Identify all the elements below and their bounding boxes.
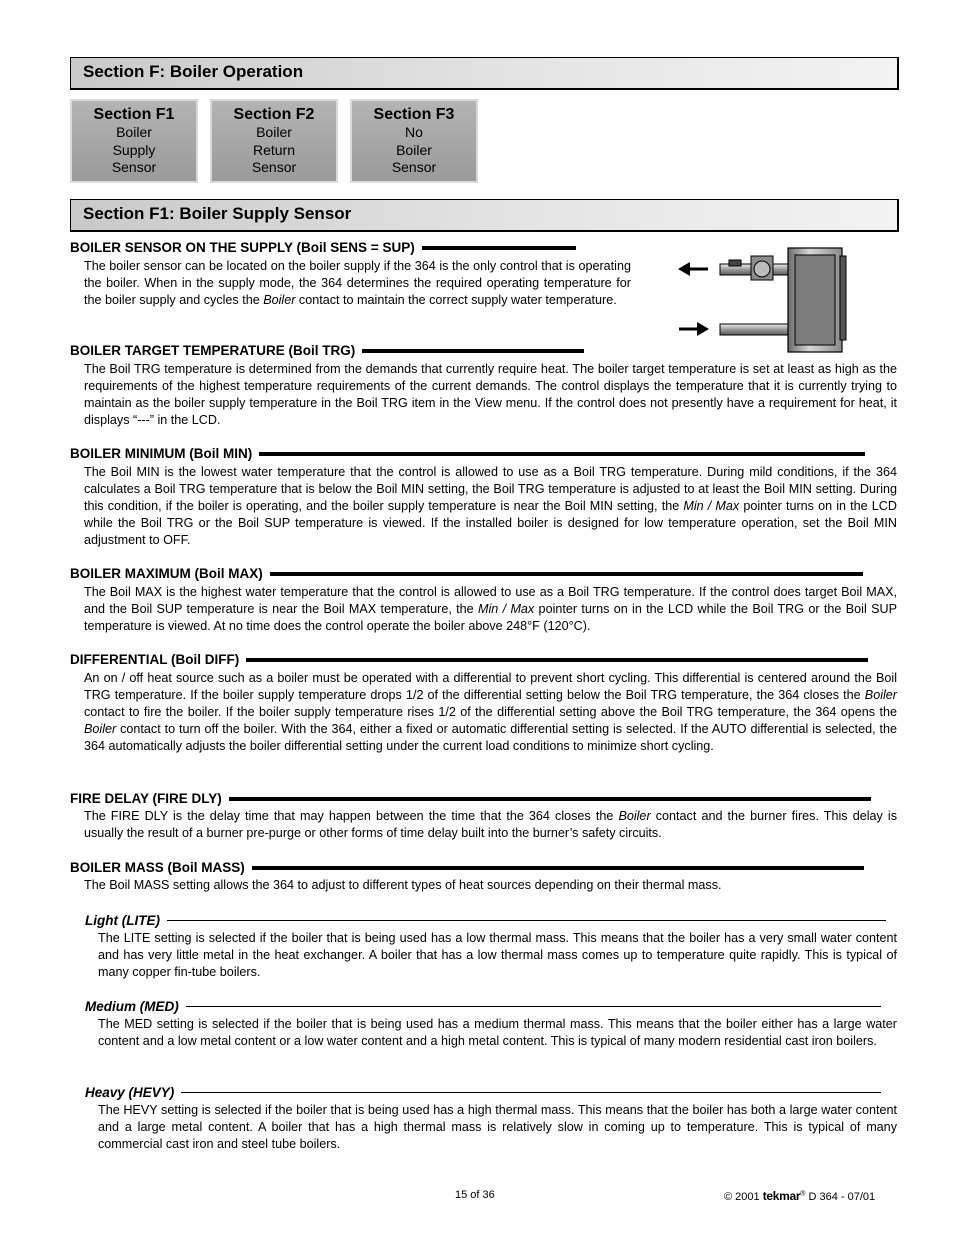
subheading-rule [181, 1092, 881, 1093]
heading-text: FIRE DELAY (FIRE DLY) [70, 791, 222, 806]
heading-rule [362, 349, 584, 353]
text-run-italic: Boiler [263, 293, 296, 307]
arrow-right-icon [679, 322, 709, 336]
tab-line: No [405, 124, 423, 140]
boil-min-heading [70, 446, 865, 461]
copyright-text: © 2001 [724, 1191, 760, 1203]
heading-text: BOILER MINIMUM (Boil MIN) [70, 446, 253, 461]
boil-sens-text [84, 258, 631, 309]
heading-rule [252, 866, 864, 870]
text-run: The boiler sensor can be located on the boiler supply if the 364 is the only control that is operating the boiler. When in the supply mode, the 364 determines the required operating temperature for the boiler supply and cycles the [84, 259, 631, 307]
med-text: The MED setting is selected if the boiler that is being used has a medium thermal mass. This means that the boiler either has a large water content and a low metal content or a low water content and a high metal content. This is typical of many modern residential cast iron boilers. [98, 1017, 897, 1048]
heading-text: DIFFERENTIAL (Boil DIFF) [70, 652, 240, 667]
tab-title: Section F1 [93, 106, 175, 123]
tab-line: Boiler [396, 141, 432, 158]
registered-mark: ® [800, 1190, 806, 1198]
text-run: The Boil MIN is the lowest water temperature that the control is allowed to use as a Boil TRG temperature. During mild conditions, if the 364 calculates a Boil TRG temperature that is below the Boil MIN setting, the Boil TRG temperature is adjusted to at least the Boil MIN setting. During this condition, if the boiler is operating, and the boiler supply temperature is near the Boil MIN setting, the [84, 465, 897, 513]
heading-rule [270, 572, 863, 576]
boiler-diagram-illustration [674, 242, 854, 356]
heading-text: BOILER TARGET TEMPERATURE (Boil TRG) [70, 343, 356, 358]
tab-section-f3[interactable] [350, 99, 478, 183]
subheading-rule [167, 920, 886, 921]
heading-rule [422, 246, 576, 250]
heading-text: BOILER SENSOR ON THE SUPPLY (Boil SENS = SUP) [70, 240, 415, 255]
tab-title: Section F2 [233, 106, 315, 123]
tab-line: Sensor [391, 159, 437, 175]
boil-min-text [84, 464, 897, 549]
text-run: pointer turns on in the LCD while the Boil TRG or the Boil SUP temperature is viewed. At no time does the control operate the boiler above 248°F (120°C). [84, 602, 897, 633]
fire-dly-heading [70, 791, 871, 806]
tab-section-f1[interactable] [70, 99, 198, 183]
section-f-title: Section F: Boiler Operation [83, 62, 304, 81]
hevy-text: The HEVY setting is selected if the boiler that is being used has a high thermal mass. This means that the boiler has both a large water content and a large metal content. A boiler that has a high thermal mass is relatively slow in coming up to temperature. This is typical of many commercial cast iron and steel tube boilers. [98, 1103, 897, 1151]
fire-dly-text [84, 808, 897, 842]
heading-rule [229, 797, 871, 801]
boil-sens-heading [70, 240, 576, 255]
tab-line: Sensor [111, 159, 157, 175]
boil-diff-text [84, 670, 897, 755]
boil-max-heading [70, 566, 863, 581]
tab-title: Section F3 [373, 106, 455, 123]
text-run-italic: Min / Max [683, 499, 740, 513]
text-run: contact to turn off the boiler. With the 364, either a fixed or automatic differential setting is selected. If the AUTO differential is selected, the 364 automatically adjusts the boiler differential setting under the current load conditions to minimize short cycling. [84, 722, 897, 753]
tab-line: Boiler [256, 124, 292, 140]
return-pipe [720, 324, 790, 335]
subheading-text: Medium (MED) [85, 999, 179, 1014]
boiler-side [840, 256, 846, 340]
text-run: contact to fire the boiler. If the boiler supply temperature rises 1/2 of the differential setting above the Boil TRG temperature, the 364 opens the [84, 705, 897, 719]
heading-rule [246, 658, 868, 662]
boil-diff-heading [70, 652, 868, 667]
subheading-text: Light (LITE) [85, 913, 160, 928]
boiler-panel [795, 255, 835, 345]
text-run-italic: Boiler [618, 809, 651, 823]
text-run: contact to maintain the correct supply water temperature. [295, 293, 617, 307]
text-run: pointer turns on in the LCD while the Boil TRG or the Boil SUP temperature is viewed. If the installed boiler is designed for low temperature operation, set the Boil MIN adjustment to OFF. [84, 499, 897, 547]
med-heading [85, 999, 881, 1014]
tab-line: Boiler [116, 124, 152, 140]
section-f1-title-bar [70, 199, 899, 232]
heading-text: BOILER MASS (Boil MASS) [70, 860, 245, 875]
tab-line: Supply [112, 141, 156, 158]
heading-text: BOILER MAXIMUM (Boil MAX) [70, 566, 263, 581]
lite-heading [85, 913, 886, 928]
footer-doc-info [724, 1189, 875, 1203]
document-code: D 364 - 07/01 [808, 1191, 876, 1203]
lite-text: The LITE setting is selected if the boiler that is being used has a low thermal mass. This means that the boiler has a very small water content and has very little metal in the heat exchanger. A boiler that has a low thermal mass comes up to temperature quite rapidly. This is typical of many copper fin-tube boilers. [98, 931, 897, 979]
text-run: contact and the burner fires. This delay is usually the result of a burner pre-purge or other forms of time delay built into the burner’s safety circuits. [84, 809, 897, 840]
section-f1-title: Section F1: Boiler Supply Sensor [83, 204, 352, 223]
section-f-title-bar [70, 57, 899, 90]
text-run-italic: Min / Max [478, 602, 535, 616]
tab-line: Sensor [251, 159, 297, 175]
text-run: The Boil MAX is the highest water temperature that the control is allowed to use as a Boil TRG temperature. If the control does target Boil MAX, and the Boil SUP temperature is near the Boil MAX temperature, the [84, 585, 897, 616]
boil-max-text [84, 584, 897, 635]
text-run-italic: Boiler [84, 722, 117, 736]
brand-logo: tekmar [762, 1189, 801, 1203]
sensor-block [729, 260, 741, 266]
subheading-text: Heavy (HEVY) [85, 1085, 175, 1100]
arrow-left-icon [678, 262, 708, 276]
text-run-italic: Boiler [864, 688, 897, 702]
text-run: The FIRE DLY is the delay time that may happen between the time that the 364 closes the [84, 809, 619, 823]
boil-trg-heading [70, 343, 584, 358]
circulator-icon [754, 261, 770, 277]
tab-section-f2[interactable] [210, 99, 338, 183]
boil-trg-text: The Boil TRG temperature is determined from the demands that currently require heat. The boiler target temperature is set at least as high as the requirements of the highest temperature requirements of the current demands. The control displays the temperature that it is currently trying to maintain as the boiler supply temperature in the Boil TRG item in the View menu. If the control does not presently have a requirement for heat, it displays “---” in the LCD. [84, 362, 897, 427]
boil-mass-text: The Boil MASS setting allows the 364 to adjust to different types of heat sources depending on their thermal mass. [84, 878, 722, 892]
page-number: 15 of 36 [455, 1189, 495, 1201]
text-run: An on / off heat source such as a boiler must be operated with a differential to prevent short cycling. This differential is centered around the Boil TRG temperature. If the boiler supply temperature drops 1/2 of the differential setting below the Boil TRG temperature, the 364 closes the [84, 671, 897, 702]
tab-line: Return [252, 141, 296, 158]
heading-rule [259, 452, 865, 456]
boil-mass-heading [70, 860, 864, 875]
hevy-heading [85, 1085, 881, 1100]
subheading-rule [186, 1006, 881, 1007]
